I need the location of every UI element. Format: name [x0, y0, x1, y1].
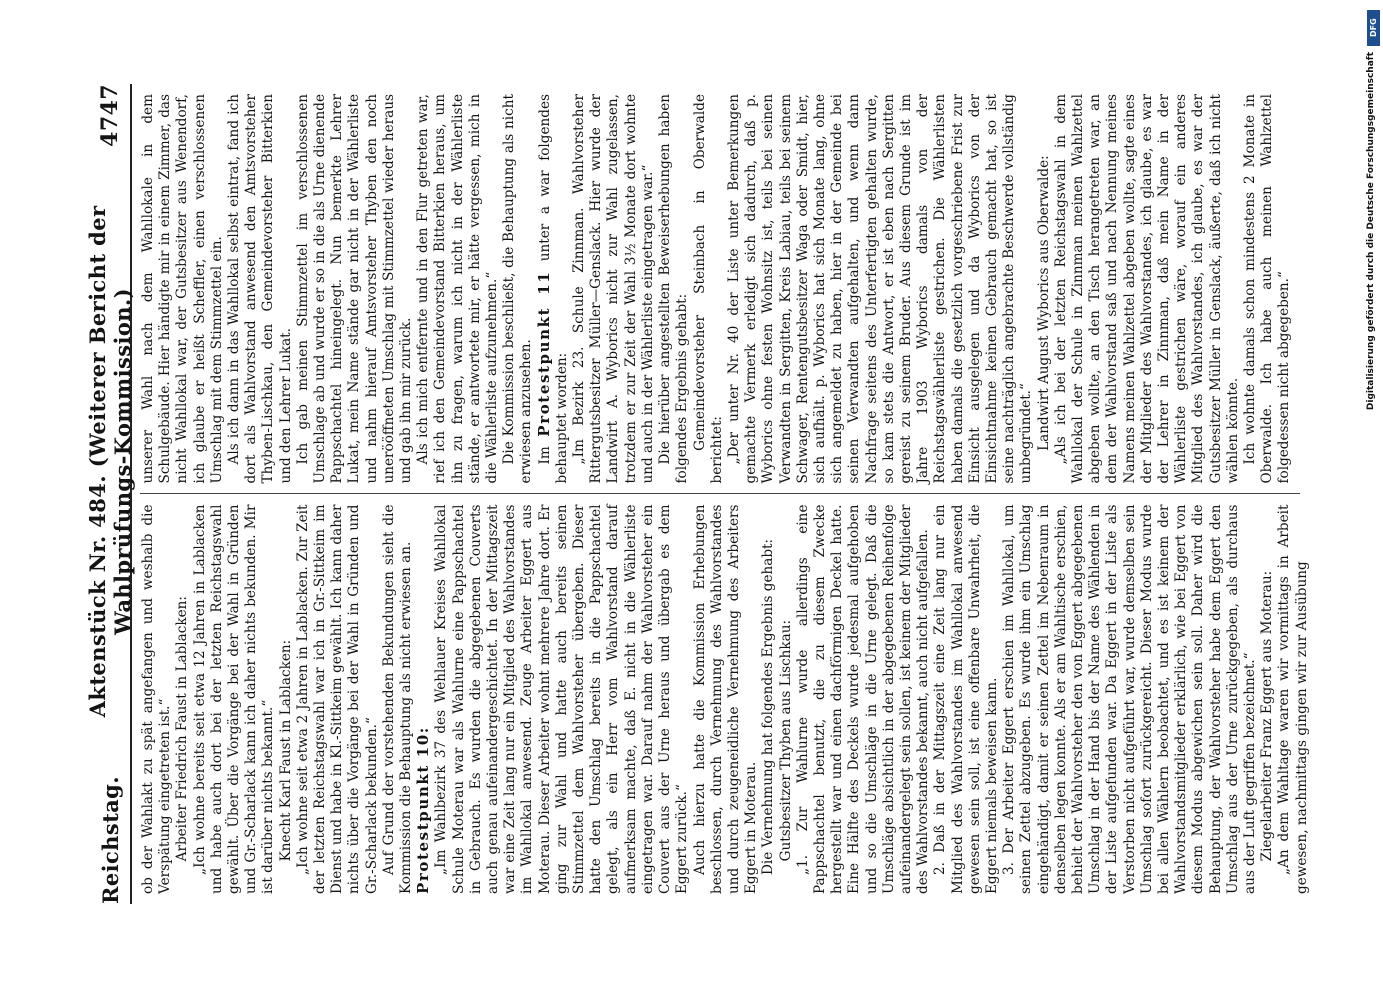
paragraph [433, 505, 691, 895]
paragraph [932, 505, 1001, 895]
paragraph [725, 94, 1035, 484]
paragraph-text: „Ich wohne bereits seit etwa 12 Jahren in Lablacken und habe auch dort bei der letzten Reichstagswahl gewählt. Über die Vorgänge bei der Wahl in Gründen und Gr.-Scharlack kann ich daher nichts bekunden. Mir ist darüber nichts bekannt.“ [191, 504, 276, 894]
paragraph-text: Gemeindevorsteher Steinbach in Oberwalde berichtet: [691, 94, 725, 484]
paragraph-text: Ich wohnte damals schon mindestens 2 Monate in Oberwalde. Ich habe auch meinen Wahlzettel folgedessen nicht abgegeben.“ [1241, 94, 1292, 484]
header-title: Aktenstück Nr. 484. (Weiterer Bericht der Wahlprüfungs-Kommission.) [84, 205, 135, 718]
paragraph-text: Im [536, 436, 553, 465]
paragraph [760, 505, 777, 895]
paragraph-text: „Im Wahlbezirk 37 des Wehlauer Kreises Wahllokal Schule Moterau war als Wahlurne eine Pappschachtel in Gebrauch. Es wurden die abgegebenen Couverts auch genau aufeinandergeschichtet. In der Mittagszeit war eine Zeit lang nur ein Mitglied des Wahlvorstandes im Wahllokal anwesend. Zeuge Arbeiter Eggert aus Moterau. Dieser Arbeiter wohnt mehrere Jahre dort. Er ging zur Wahl und hatte auch bereits seinen Stimmzettel dem Wahlvorsteher übergeben. Dieser hatte den Umschlag bereits in die Pappschachtel gelegt, als ein Herr vom Wahlvorstand darauf aufmerksam machte, daß E. nicht in die Wählerliste eingetragen war. Darauf nahm der Wahlvorsteher ein Couvert aus der Urne heraus und übergab es dem Eggert zurück.“ [432, 504, 690, 894]
witness-heading [777, 505, 794, 895]
paragraph-text: Gutsbesitzer Thyben aus Lischkau: [777, 619, 794, 862]
paragraph-text: Knecht Karl Faust in Lablacken: [277, 639, 294, 862]
paragraph [380, 505, 414, 895]
paragraph-text: Auch hierzu hatte die Kommission Erhebungen beschlossen, durch Vernehmung des Wahlvorstandes und durch zeugeneidliche Vernehmung des Arbeiters Eggert in Moterau. [691, 504, 759, 894]
paragraph [415, 94, 501, 484]
paragraph-text: Als ich dann in das Wahllokal selbst eintrat, fand ich dort als Wahlvorstand anwesend den Amtsvorsteher Thyben-Lischkau, den Gemeindevorsteher Bitterkien und den Lehrer Lukat. [225, 94, 294, 484]
column-left [139, 495, 1310, 905]
paragraph-text: ob der Wahlakt zu spät angefangen und weshalb die Verspätung eingetreten ist.“ [139, 504, 173, 894]
paragraph-text: Ich gab meinen Stimmzettel im verschlossenen Umschlage ab und wurde er so in die als Urne dienende Pappschachtel hineingelegt. Nun bemerkte Lehrer Lukat, mein Name stände gar nicht in der Wählerliste und nahm hierauf Amtsvorsteher Thyben den noch unerööffneten Umschlag mit Stimmzettel wieder heraus und gab ihn mir zurück. [294, 94, 414, 484]
paragraph [571, 94, 657, 484]
protest-point-label: Protestpunkt 11 [534, 270, 553, 437]
paragraph-text: Die Vernehmung hat folgendes Ergebnis gehabt: [759, 538, 776, 875]
paragraph [794, 505, 932, 895]
paragraph [691, 505, 760, 895]
witness-heading [1259, 505, 1276, 895]
digitization-credit: Digitalisierung gefördert durch die Deutsche Forschungsgemeinschaft [1366, 52, 1376, 411]
paragraph-text: „Der unter Nr. 40 der Liste unter Bemerkungen gemachte Vermerk erledigt sich dadurch, daß p. Wyborics ohne festen Wohnsitz ist, teils bei seinen Verwandten in Sergitten, Kreis Labiau, teils bei seinem Schwager, Rentengutsbesitzer Waga oder Smidt, hier, sich aufhält. p. Wyborics hat sich Monate lang, ohne sich angemeldet zu haben, hier in der Gemeinde bei seinen Verwandten aufgehalten, und wenn dann Nachfrage seitens des Unterfertigten gehalten wurde, so kam stets die Antwort, er ist eben nach Sergitten gereist zu seinem Bruder. Aus diesem Grunde ist im Jahre 1903 Wyborics damals von der Reichstagswählerliste gestrichen. Die Wählerlisten haben damals die gesetzlich vorgeschriebene Frist zur Einsicht ausgelegen und da Wyborics von der Einsichtnahme keinen Gebrauch gemacht hat, so ist seine nachträglich angebrachte Beschwerde vollständig unbegründet.“ [725, 94, 1034, 484]
paragraph-text: unter a war folgendes behauptet worden: [536, 94, 570, 484]
paragraph [294, 94, 414, 484]
column-right [140, 84, 1300, 495]
rotated-page-content [72, 70, 1312, 930]
paragraph [140, 505, 174, 895]
paragraph-text: Die Kommission beschließt, die Behauptung als nicht erwiesen anzusehen. [500, 94, 534, 484]
paragraph-text: „An dem Wahltage waren wir vormittags in Arbeit gewesen, nachmittags gingen wir zur Ausübung [1275, 504, 1310, 894]
paragraph [535, 94, 570, 484]
digitization-sidebar [1363, 0, 1383, 1000]
witness-heading [277, 505, 294, 895]
witness-heading [691, 94, 725, 484]
dfg-logo: DFG [1367, 10, 1380, 46]
page-header [84, 84, 135, 904]
paragraph-text: 3. Der Arbeiter Eggert erschien im Wahllokal, um seinen Zettel abzugeben. Es wurde ihm ein Umschlag eingehändigt, damit er seinen Zettel im Nebenraum in denselben legen konnte. Als er am Wahltische erschien, behielt der Wahlvorsteher den von Eggert abgegebenen Umschlag in der Hand bis der Name des Wählenden in der Liste aufgefunden war. Da Eggert in der Liste als Verstorben nicht aufgeführt war, wurde demselben sein Umschlag sofort zurückgereicht. Dieser Modus wurde bei allen Wählern beobachtet, und es ist keinem der Wahlvorstandsmitglieder erklärlich, wie bei Eggert von diesem Modus abgewichen sein soll. Daher wird die Behauptung, der Wahlvorsteher habe dem Eggert den Umschlag aus der Urne zurückgegeben, als durchaus aus der Luft gegriffen bezeichnet.“ [1000, 504, 1258, 894]
paragraph-text: Als ich mich entfernte und in den Flur getreten war, rief ich den Gemeindevorstand Bitterkien heraus, um ihn zu fragen, warum ich nicht in der Wählerliste stände, er antwortete mir, er hätte vergessen, mich in die Wählerliste aufzunehmen.“ [414, 94, 500, 484]
paragraph [1001, 505, 1259, 895]
paragraph-text: Die hierüber angestellten Beweiserhebungen haben folgendes Ergebnis gehabt: [656, 94, 690, 484]
paragraph [226, 94, 295, 484]
paragraph [191, 505, 277, 895]
section-heading [415, 505, 433, 895]
paragraph-text: „Als ich bei der letzten Reichstagswahl in dem Wahllokal der Schule in Zinnman meinen Wahlzettel abgeben wollte, an den Tisch herangetreten war, an dem der Wahlvorstand saß und nach Nennung meines Namens meinen Wahlzettel abgeben wollte, sagte eines der Mitglieder des Wahlvorstandes, ich glaube, es war der Lehrer in Zinnman, daß mein Name in der Wählerliste gestrichen wäre, worauf ein anderes Mitglied des Wahlvorstandes, ich glaube, es war der Gutsbesitzer Müller in Genslack, äußerte, daß ich nicht wählen könnte. [1052, 94, 1241, 484]
paragraph-text: unserer Wahl nach dem Wahllokale in dem Schulgebäude. Hier händigte mir in einem Zimmer, das nicht Wahllokal war, der Gutsbesitzer aus Wenendorf, ich glaube er heißt Scheffler, einen verschlossenen Umschlag mit dem Stimmzettel ein. [139, 94, 225, 484]
witness-heading [1035, 94, 1052, 484]
paragraph-text: Landwirt August Wyborics aus Oberwalde: [1035, 155, 1052, 451]
paragraph [1276, 505, 1310, 895]
paragraph [1242, 94, 1294, 484]
witness-heading [174, 505, 191, 895]
paragraph [657, 94, 691, 484]
paragraph-text: Arbeiter Friedrich Faust in Lablacken: [173, 596, 190, 862]
header-left: Reichstag. [97, 776, 122, 904]
paragraph [1052, 94, 1241, 484]
paragraph [140, 94, 226, 484]
paragraph-text: „Im Bezirk 23. Schule Zinnman. Wahlvorsteher Rittergutsbesitzer Müller—Genslack. Hier wurde der Landwirt A. Wyborics nicht zur Wahl zugelassen, trotzdem er zur Zeit der Wahl 3½ Monate dort wohnte und auch in der Wählerliste eingetragen war.“ [570, 94, 656, 484]
protest-point-label: Protestpunkt 10: [413, 726, 432, 894]
paragraph [294, 505, 380, 895]
text-columns [139, 84, 1310, 904]
paragraph [501, 94, 535, 484]
paragraph-text: Auf Grund der vorstehenden Bekundungen sieht die Kommission die Behauptung als nicht erwiesen an. [380, 504, 414, 894]
paragraph-text: „1. Zur Wahlurne wurde allerdings eine Pappschachtel benutzt, die zu diesem Zwecke hergestellt war und einen dachförmigen Deckel hatte. Eine Hälfte des Deckels wurde jedesmal aufgehoben und so die Umschläge in die Urne gelegt. Daß die Umschläge absichtlich in der abgegebenen Reihenfolge aufeinandergelegt sein sollen, ist keinem der Mitglieder des Wahlvorstandes bekannt, auch nicht aufgefallen. [794, 504, 931, 894]
page-number: 4747 [96, 84, 123, 147]
paragraph-text: „Ich wohne seit etwa 2 Jahren in Lablacken. Zur Zeit der letzten Reichstagswahl war ich in Gr.-Sittkeim im Dienst und habe in Kl.-Sittkeim gewählt. Ich kann daher nichts über die Vorgänge bei der Wahl in Gründen und Gr.-Scharlack bekunden.“ [294, 504, 380, 894]
paragraph-text: 2. Daß in der Mittagszeit eine Zeit lang nur ein Mitglied des Wahlvorstandes im Wahllokal anwesend gewesen sein soll, ist eine offenbare Unwahrheit, die Eggert niemals beweisen kann. [931, 504, 1000, 894]
paragraph-text: Ziegelarbeiter Franz Eggert aus Moterau: [1258, 570, 1275, 862]
